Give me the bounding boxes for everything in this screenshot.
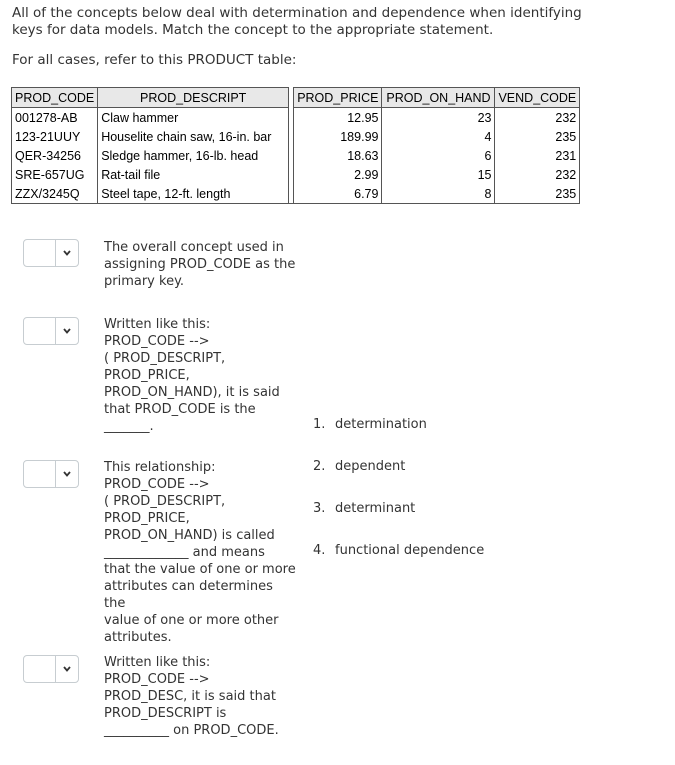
chevron-down-icon [55, 318, 79, 344]
table-row [12, 127, 580, 146]
cell-vend-code: 232 [495, 108, 580, 128]
answer-item [313, 501, 415, 516]
answer-number: 3. [313, 501, 326, 516]
cell-prod-price: 12.95 [294, 108, 382, 128]
cell-prod-price: 18.63 [294, 146, 382, 165]
cell-vend-code: 235 [495, 184, 580, 204]
cell-vend-code: 231 [495, 146, 580, 165]
answer-item [313, 417, 427, 432]
table-row [12, 165, 580, 184]
table-row [12, 108, 580, 128]
chevron-down-icon [55, 240, 79, 266]
cell-prod-price: 189.99 [294, 127, 382, 146]
cell-prod-code: 123-21UUY [12, 127, 98, 146]
col-header-prod-price: PROD_PRICE [294, 88, 382, 108]
cell-prod-on-hand: 8 [382, 184, 495, 204]
cell-prod-descript: Rat-tail file [98, 165, 289, 184]
col-header-prod-descript: PROD_DESCRIPT [98, 88, 289, 108]
cell-prod-code: ZZX/3245Q [12, 184, 98, 204]
cell-vend-code: 235 [495, 127, 580, 146]
table-reference-text: For all cases, refer to this PRODUCT table: [12, 52, 297, 68]
answer-item [313, 459, 405, 474]
table-row [12, 184, 580, 204]
match-select-4[interactable] [23, 655, 79, 683]
product-table-image [11, 87, 586, 211]
answer-label: determination [335, 417, 427, 432]
answer-label: functional dependence [335, 543, 485, 558]
question-3-text: This relationship: PROD_CODE --> ( PROD_DESCRIPT, PROD_PRICE, PROD_ON_HAND) is called _____________ and means that the value of one or more attributes can determines the value of one or more other attributes. [104, 460, 296, 645]
answer-number: 1. [313, 417, 326, 432]
answer-number: 4. [313, 543, 326, 558]
match-select-1[interactable] [23, 239, 79, 267]
cell-prod-descript: Steel tape, 12-ft. length [98, 184, 289, 204]
cell-prod-descript: Claw hammer [98, 108, 289, 128]
answer-number: 2. [313, 459, 326, 474]
cell-prod-descript: Houselite chain saw, 16-in. bar [98, 127, 289, 146]
chevron-down-icon [55, 461, 79, 487]
col-header-prod-on-hand: PROD_ON_HAND [382, 88, 495, 108]
match-select-3[interactable] [23, 460, 79, 488]
answer-label: dependent [335, 459, 406, 474]
col-header-prod-code: PROD_CODE [12, 88, 98, 108]
cell-prod-on-hand: 23 [382, 108, 495, 128]
table-row [12, 146, 580, 165]
chevron-down-icon [55, 656, 79, 682]
cell-prod-code: SRE-657UG [12, 165, 98, 184]
cell-vend-code: 232 [495, 165, 580, 184]
match-select-2[interactable] [23, 317, 79, 345]
cell-prod-code: QER-34256 [12, 146, 98, 165]
question-4-text: Written like this: PROD_CODE --> PROD_DESC, it is said that PROD_DESCRIPT is __________ on PROD_CODE. [104, 655, 279, 738]
question-2-text: Written like this: PROD_CODE --> ( PROD_DESCRIPT, PROD_PRICE, PROD_ON_HAND), it is said that PROD_CODE is the _______. [104, 317, 280, 434]
col-header-vend-code: VEND_CODE [495, 88, 580, 108]
cell-prod-descript: Sledge hammer, 16-lb. head [98, 146, 289, 165]
product-table [11, 87, 580, 204]
cell-prod-code: 001278-AB [12, 108, 98, 128]
cell-prod-price: 6.79 [294, 184, 382, 204]
cell-prod-on-hand: 15 [382, 165, 495, 184]
cell-prod-price: 2.99 [294, 165, 382, 184]
question-1-text: The overall concept used in assigning PROD_CODE as the primary key. [104, 240, 296, 289]
answer-item [313, 543, 484, 558]
answer-label: determinant [335, 501, 416, 516]
instructions-text: All of the concepts below deal with determination and dependence when identifying keys for data models. Match the concept to the appropriate statement. [12, 5, 582, 38]
cell-prod-on-hand: 6 [382, 146, 495, 165]
cell-prod-on-hand: 4 [382, 127, 495, 146]
